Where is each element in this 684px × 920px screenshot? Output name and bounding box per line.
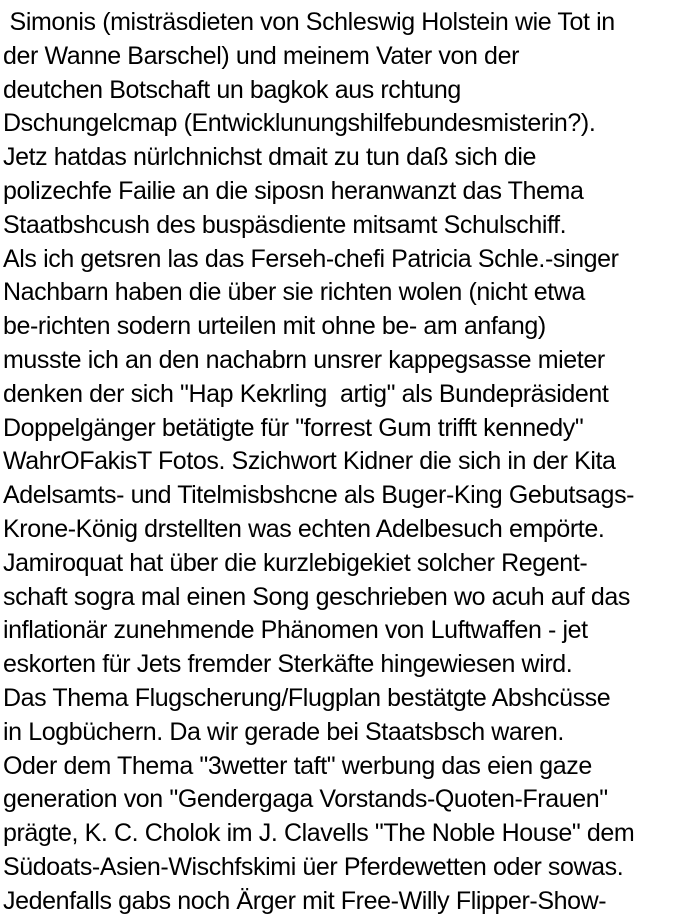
text-line: Südoats-Asien-Wischfskimi üer Pferdewetten oder sowas. — [3, 852, 624, 881]
text-line: Staatbshcush des buspäsdiente mitsamt Schulschiff. — [3, 210, 567, 239]
text-line: in Logbüchern. Da wir gerade bei Staatsbsch waren. — [3, 717, 564, 746]
text-line: Simonis (misträsdieten von Schleswig Holstein wie Tot in — [3, 8, 615, 36]
text-line: Jetz hatdas nürlchnichst dmait zu tun daß sich die — [3, 143, 537, 172]
text-line: Doppelgänger betätigte für "forrest Gum trifft kennedy" — [3, 413, 584, 442]
text-line: der Wanne Barschel) und meinem Vater von der — [3, 41, 519, 70]
text-line: Dschungelcmap (Entwicklunungshilfebundesmisterin?). — [3, 109, 596, 138]
text-line: polizechfe Failie an die siposn heranwanzt das Thema — [3, 176, 584, 205]
text-line: Jedenfalls gabs noch Ärger mit Free-Willy Flipper-Show- — [3, 886, 607, 915]
text-line: Das Thema Flugscherung/Flugplan bestätgte Abshcüsse — [3, 683, 611, 712]
text-line: Krone-König drstellten was echten Adelbesuch empörte. — [3, 514, 605, 543]
text-line: Nachbarn haben die über sie richten wolen (nicht etwa — [3, 278, 585, 307]
text-line: Als ich getsren las das Ferseh-chefi Patricia Schle.-singer — [3, 244, 619, 273]
text-line: Oder dem Thema "3wetter taft" werbung das eien gaze — [3, 751, 592, 780]
text-line: deutchen Botschaft un bagkok aus rchtung — [3, 75, 461, 104]
text-line: prägte, K. C. Cholok im J. Clavells "The Noble House" dem — [3, 819, 635, 848]
text-line: inflationär zunehmende Phänomen von Luftwaffen - jet — [3, 616, 588, 645]
text-line: eskorten für Jets fremder Sterkäfte hingewiesen wird. — [3, 650, 573, 679]
text-line: Adelsamts- und Titelmisbshcne als Buger-King Gebutsags- — [3, 481, 635, 510]
text-line: musste ich an den nachabrn unsrer kappegsasse mieter — [3, 345, 605, 374]
text-line: denken der sich "Hap Kekrling artig" als Bundepräsident — [3, 379, 609, 408]
text-line: WahrOFakisT Fotos. Szichwort Kidner die sich in der Kita — [3, 447, 616, 476]
text-line: be-richten sodern urteilen mit ohne be- am anfang) — [3, 312, 546, 341]
text-line: Jamiroquat hat über die kurzlebigekiet solcher Regent- — [3, 548, 588, 577]
text-line: generation von "Gendergaga Vorstands-Quoten-Frauen" — [3, 785, 608, 814]
text-line: schaft sogra mal einen Song geschrieben wo acuh auf das — [3, 582, 631, 611]
